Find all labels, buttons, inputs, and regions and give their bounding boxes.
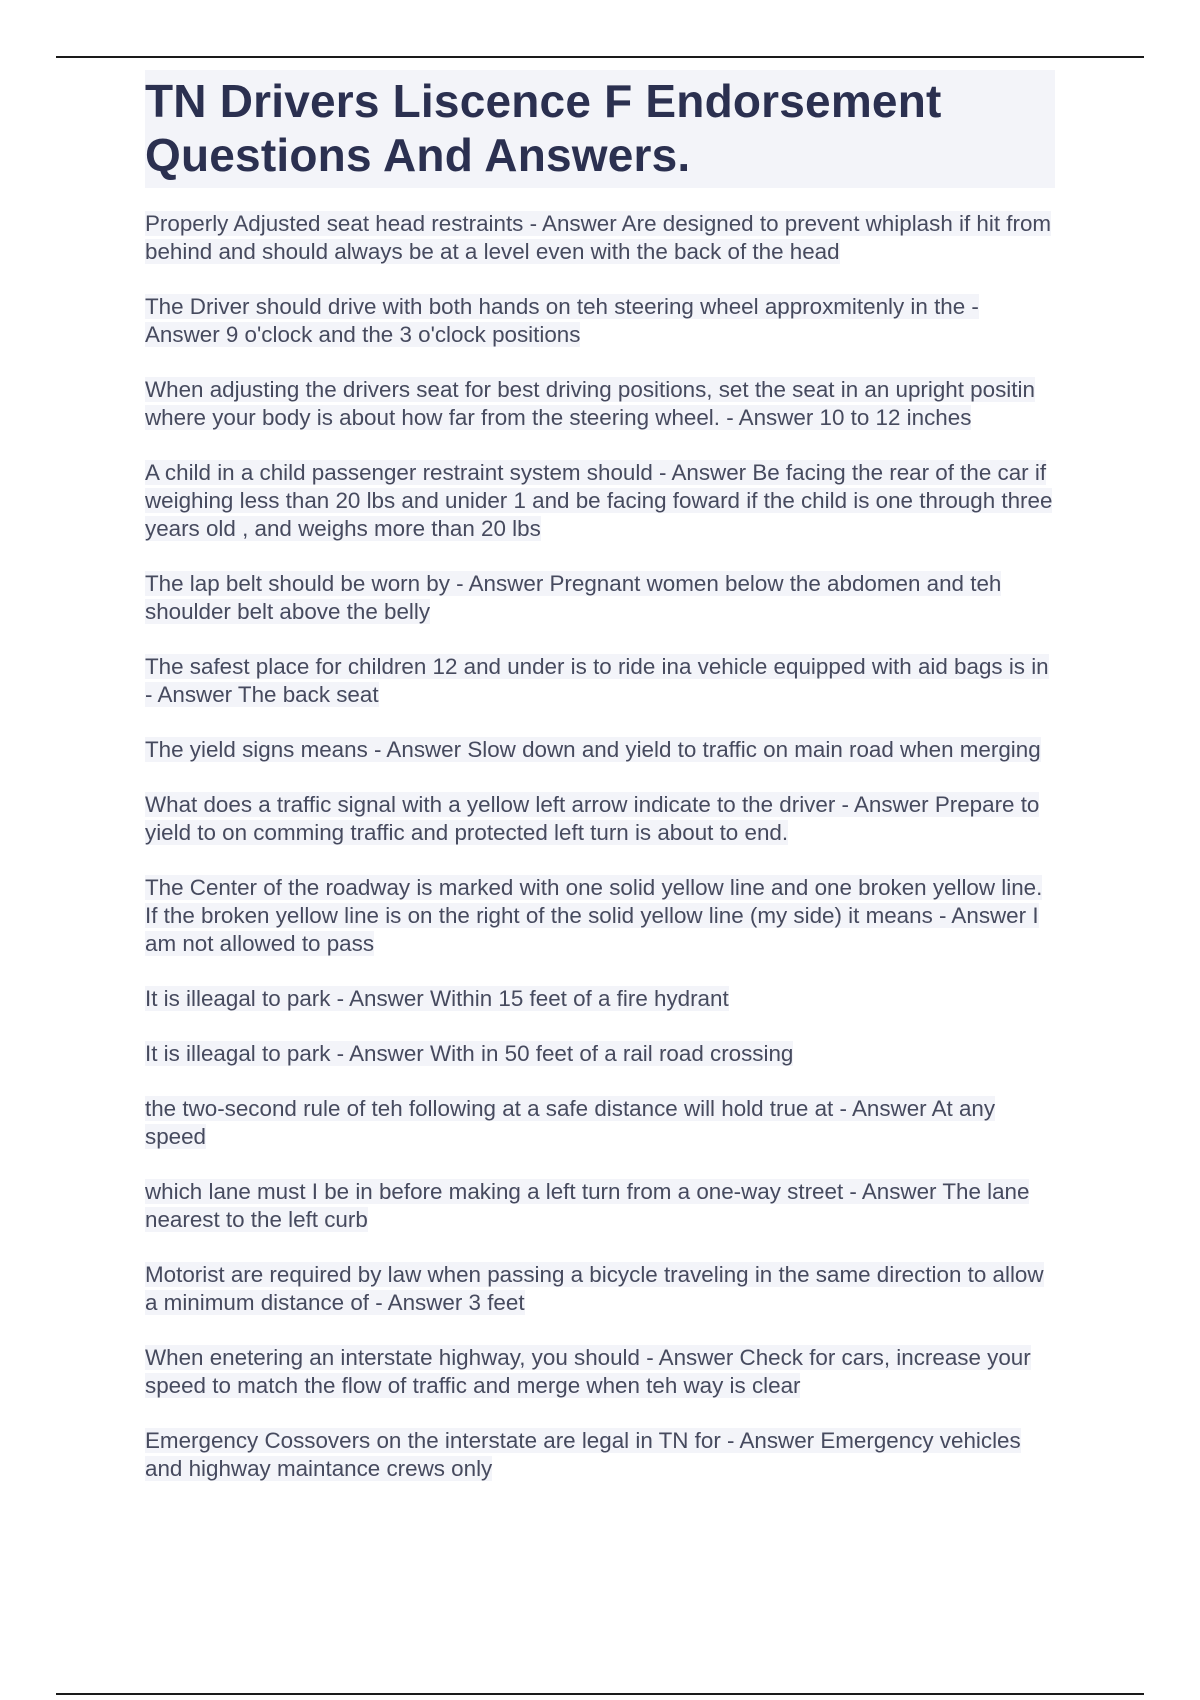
- qa-text: Motorist are required by law when passing a bicycle traveling in the same direction to allow a minimum distance of - Answer 3 feet: [145, 1262, 1044, 1315]
- qa-item: [145, 874, 1055, 958]
- qa-item: [145, 1261, 1055, 1317]
- qa-text: Emergency Cossovers on the interstate are legal in TN for - Answer Emergency vehicles and highway maintance crews only: [145, 1428, 1021, 1481]
- qa-item: [145, 459, 1055, 543]
- qa-text: It is illeagal to park - Answer With in 50 feet of a rail road crossing: [145, 1041, 794, 1066]
- qa-text: When adjusting the drivers seat for best driving positions, set the seat in an upright positin where your body is about how far from the steering wheel. - Answer 10 to 12 inches: [145, 377, 1035, 430]
- qa-item: [145, 376, 1055, 432]
- qa-text: It is illeagal to park - Answer Within 15 feet of a fire hydrant: [145, 986, 729, 1011]
- qa-text: the two-second rule of teh following at a safe distance will hold true at - Answer At any speed: [145, 1096, 996, 1149]
- document-title: TN Drivers Liscence F Endorsement Questions And Answers.: [145, 70, 1055, 188]
- bottom-rule: [56, 1693, 1144, 1695]
- qa-text: The lap belt should be worn by - Answer Pregnant women below the abdomen and teh shoulder belt above the belly: [145, 571, 1002, 624]
- qa-text: The safest place for children 12 and under is to ride ina vehicle equipped with aid bags is in - Answer The back seat: [145, 654, 1049, 707]
- qa-text: The yield signs means - Answer Slow down and yield to traffic on main road when merging: [145, 737, 1041, 762]
- qa-item: [145, 791, 1055, 847]
- qa-item: [145, 1040, 1055, 1068]
- qa-text: When enetering an interstate highway, you should - Answer Check for cars, increase your speed to match the flow of traffic and merge when teh way is clear: [145, 1345, 1031, 1398]
- qa-item: [145, 1344, 1055, 1400]
- qa-item: [145, 570, 1055, 626]
- qa-item: [145, 1178, 1055, 1234]
- qa-text: The Driver should drive with both hands on teh steering wheel approxmitenly in the - Answer 9 o'clock and the 3 o'clock positions: [145, 294, 979, 347]
- qa-text: What does a traffic signal with a yellow left arrow indicate to the driver - Answer Prepare to yield to on comming traffic and protected left turn is about to end.: [145, 792, 1040, 845]
- qa-item: [145, 210, 1055, 266]
- qa-text: A child in a child passenger restraint system should - Answer Be facing the rear of the car if weighing less than 20 lbs and unider 1 and be facing foward if the child is one through three years old , and weighs more than 20 lbs: [145, 460, 1053, 541]
- top-rule: [56, 56, 1144, 58]
- qa-item: [145, 736, 1055, 764]
- qa-list: [145, 210, 1055, 1483]
- qa-text: Properly Adjusted seat head restraints - Answer Are designed to prevent whiplash if hit from behind and should always be at a level even with the back of the head: [145, 211, 1052, 264]
- qa-item: [145, 653, 1055, 709]
- qa-text: which lane must I be in before making a left turn from a one-way street - Answer The lane nearest to the left curb: [145, 1179, 1030, 1232]
- qa-item: [145, 985, 1055, 1013]
- qa-text: The Center of the roadway is marked with one solid yellow line and one broken yellow line. If the broken yellow line is on the right of the solid yellow line (my side) it means - Answer I am not allowed to pass: [145, 875, 1043, 956]
- document-body: [145, 70, 1055, 1510]
- qa-item: [145, 1427, 1055, 1483]
- qa-item: [145, 293, 1055, 349]
- qa-item: [145, 1095, 1055, 1151]
